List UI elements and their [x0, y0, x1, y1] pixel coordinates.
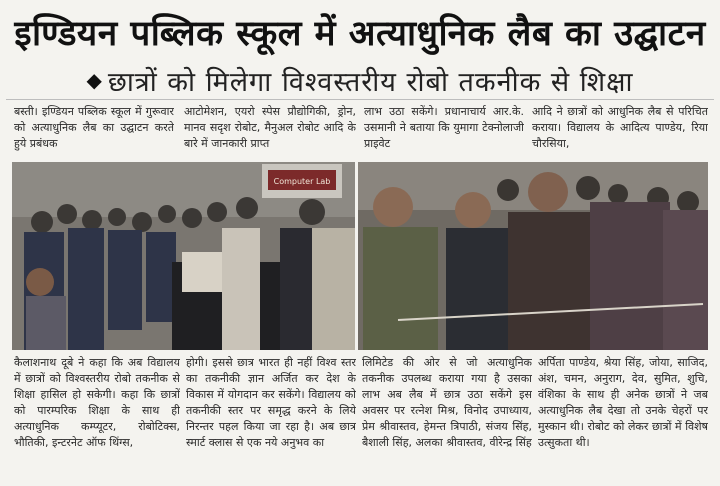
headline-text: इण्डियन पब्लिक स्कूल में अत्याधुनिक लैब का उद्घाटन: [14, 13, 706, 54]
photo-ribbon-cutting: [358, 162, 708, 350]
article-column-3: [364, 104, 524, 158]
article-text: होगी। इससे छात्र भारत ही नहीं विश्व स्तर का तकनीकी ज्ञान अर्जित कर देश के विकास में योगदान कर सकेंगे। विद्यालय को तकनीकी स्तर पर समृद्ध करने के लिये निरन्तर पहल किया जा रहा है। अब छात्र स्मार्ट क्लास से एक नये अनुभव का: [186, 356, 356, 449]
lab-sign-text: Computer Lab: [273, 177, 331, 186]
subheadline: [0, 62, 720, 98]
article-column-5: [14, 355, 180, 483]
article-column-2: [184, 104, 356, 158]
article-text: बस्ती। इण्डियन पब्लिक स्कूल में गुरूवार को अत्याधुनिक लैब का उद्घाटन करते हुये प्रबंधक: [14, 105, 174, 150]
article-column-8: [538, 355, 708, 483]
article-text: कैलाशनाथ दूबे ने कहा कि अब विद्यालय में छात्रों को विश्वस्तरीय रोबो तकनीक से शिक्षा हासिल हो सकेगी। कहा कि छात्रों को पारम्परिक शिक्षा के साथ ही अत्याधुनिक कम्प्यूटर, रोबोटिक्स, भौतिकी, इन्टरनेट ऑफ थिंग्स,: [14, 356, 180, 449]
article-column-7: [362, 355, 532, 483]
article-column-6: [186, 355, 356, 483]
subheadline-text: छात्रों को मिलेगा विश्वस्तरीय रोबो तकनीक से शिक्षा: [107, 66, 634, 98]
article-column-1: [14, 104, 174, 158]
photo-lab-students-image: [12, 162, 355, 350]
divider: [6, 99, 714, 100]
diamond-bullet-icon: ◆: [86, 68, 102, 92]
photo-lab-students: [12, 162, 355, 350]
article-text: अर्पिता पाण्डेय, श्रेया सिंह, जोया, साजिद, अंश, चमन, अनुराग, देव, सुमित, शुचि, वंशिका के साथ ही अनेक छात्रों ने जब अत्याधुनिक लैब देखा तो उनके चेहरों पर मुस्कान थी। रोबोट को लेकर छात्रों में विशेष उत्सुकता थी।: [538, 356, 708, 449]
article-column-4: [532, 104, 708, 158]
headline: [0, 0, 720, 64]
article-text: लिमिटेड की ओर से जो अत्याधुनिक तकनीक उपलब्ध कराया गया है उसका लाभ अब लैब में छात्र उठा सकेंगे इस अवसर पर रत्नेश मिश्र, विनोद उपाध्याय, प्रेम श्रीवास्तव, हेमन्त त्रिपाठी, संजय सिंह, बैशाली सिंह, अलका श्रीवास्तव, वीरेन्द्र सिंह: [362, 356, 532, 449]
photo-ribbon-cutting-image: [358, 162, 708, 350]
article-text: आटोमेशन, एयरो स्पेस प्रौद्योगिकी, ड्रोन, मानव सदृश रोबोट, मैनुअल रोबोट आदि के बारे में जानकारी प्राप्त: [184, 105, 356, 150]
article-text: आदि ने छात्रों को आधुनिक लैब से परिचित कराया। विद्यालय के आदित्य पाण्डेय, रिया चौरसिया,: [532, 105, 708, 150]
article-text: लाभ उठा सकेंगे। प्रधानाचार्य आर.के. उसमानी ने बताया कि युमागा टेक्नोलाजी प्राइवेट: [364, 105, 524, 150]
